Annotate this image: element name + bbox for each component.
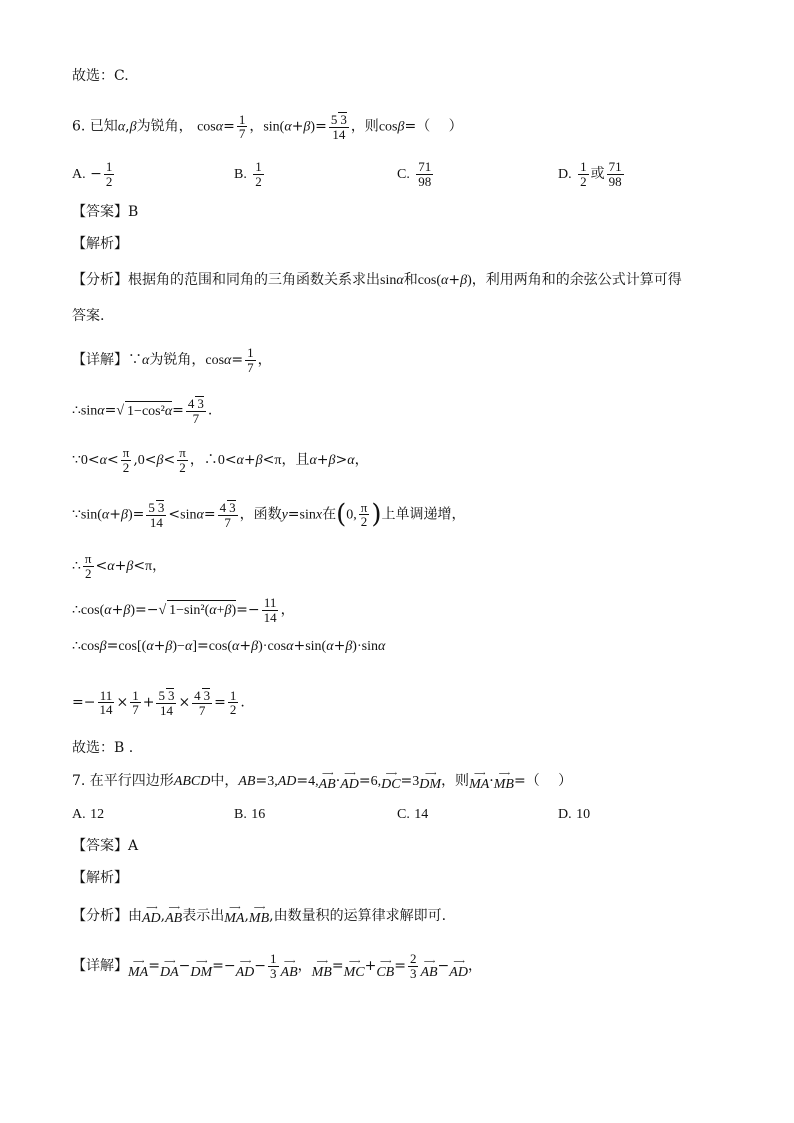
q6-detail-5: ∴ $\frac{\pi}{2}$ <α+β<π，	[72, 551, 167, 581]
q7-stem: 7. 在平行四边形ABCD中，AB=3,AD=4, ⟶ AB · ⟶ AD =6, ⟶ DC =3 ⟶ DM ，则 ⟶ MA · ⟶ MB =（ ）	[72, 769, 573, 792]
q6-answer: 【答案】B	[72, 204, 139, 220]
q7-option-c: C. 14	[397, 807, 429, 822]
q6-detail-7: ∴cosβ=cos[(α+β)−α]=cos(α+β)·cosα+sin(α+β)·sinα	[72, 638, 386, 654]
q6-option-c: C. $\frac{71}{98}$	[397, 159, 432, 189]
q7-detail: 【详解】 ⟶ MA = ⟶ DA − ⟶ DM =− ⟶ AD − $\frac{1}{3}$ ⟶ AB ， ⟶ MB = ⟶ MC + ⟶ CB = $\frac{2}{3}$ ⟶ AB − ⟶ AD ，	[72, 951, 482, 981]
q6-detail-3: ∵0<α< $\frac{\pi}{2}$ ,0<β< $\frac{\pi}{2}$ ，∴0<α+β<π，且α+β>α，	[72, 445, 369, 475]
q6-detail-4: ∵sin(α+β)= $\frac{5 3}{14}$ <sinα= $\frac{4 3}{7}$ ，函数y=sinx在(0, $\frac{\pi}{2}$ )上单调递增，	[72, 499, 466, 530]
q6-paren: =（ ）	[404, 118, 463, 135]
q6-frac-1-7: $\frac{1}{7}$	[238, 111, 246, 142]
q7-option-b: B. 16	[234, 807, 266, 822]
q6-option-a: A. − $\frac{1}{2}$	[72, 159, 113, 189]
q6-stem-mid: 为锐角，	[136, 118, 193, 135]
q7-option-d: D. 10	[558, 807, 591, 822]
q6-option-b: B. $\frac{1}{2}$	[234, 159, 262, 189]
q6-detail-8: =− $\frac{11}{14}$ × $\frac{1}{7}$ + $\frac{5 3}{14}$ × $\frac{4 3}{7}$ = $\frac{1}{2}$ .	[72, 687, 245, 718]
q6-detail-1: 【详解】∵α为锐角，cosα= $\frac{1}{7}$ ，	[72, 345, 272, 375]
q6-final: 故选：B .	[72, 740, 134, 756]
q7-answer: 【答案】A	[72, 838, 139, 854]
q6-fenxi-cont: 答案.	[72, 308, 105, 324]
q6-detail-6: ∴cos(α+β)=−√ 1−sin²(α+β)=− $\frac{11}{14}$ ，	[72, 595, 295, 625]
q7-option-a: A. 12	[72, 807, 105, 822]
q6-stem-prefix: 6. 已知	[72, 118, 118, 135]
q6-stem-end: ，则	[350, 118, 379, 135]
q6-stem: 6. 已知α,β为锐角， cosα= $\frac{1}{7}$ ，sin(α+β)= $\frac{5 3}{14}$ ，则cosβ=（ ）	[72, 111, 463, 142]
q6-option-d: D. $\frac{1}{2}$ 或 $\frac{71}{98}$	[558, 159, 622, 189]
q6-analysis: 【解析】	[72, 236, 128, 252]
q7-fenxi: 【分析】由 ⟶ AD , ⟶ AB 表示出 ⟶ MA , ⟶ MB ,由数量积的运算律求解即可.	[72, 903, 447, 926]
q6-detail-2: ∴sinα=√ 1−cos²α= $\frac{4 3}{7}$ .	[72, 396, 213, 426]
q7-analysis: 【解析】	[72, 870, 128, 886]
q6-fenxi: 【分析】根据角的范围和同角的三角函数关系求出sinα和cos(α+β)，利用两角和的余弦公式计算可得	[72, 272, 682, 288]
prev-answer: 故选：C.	[72, 68, 129, 84]
